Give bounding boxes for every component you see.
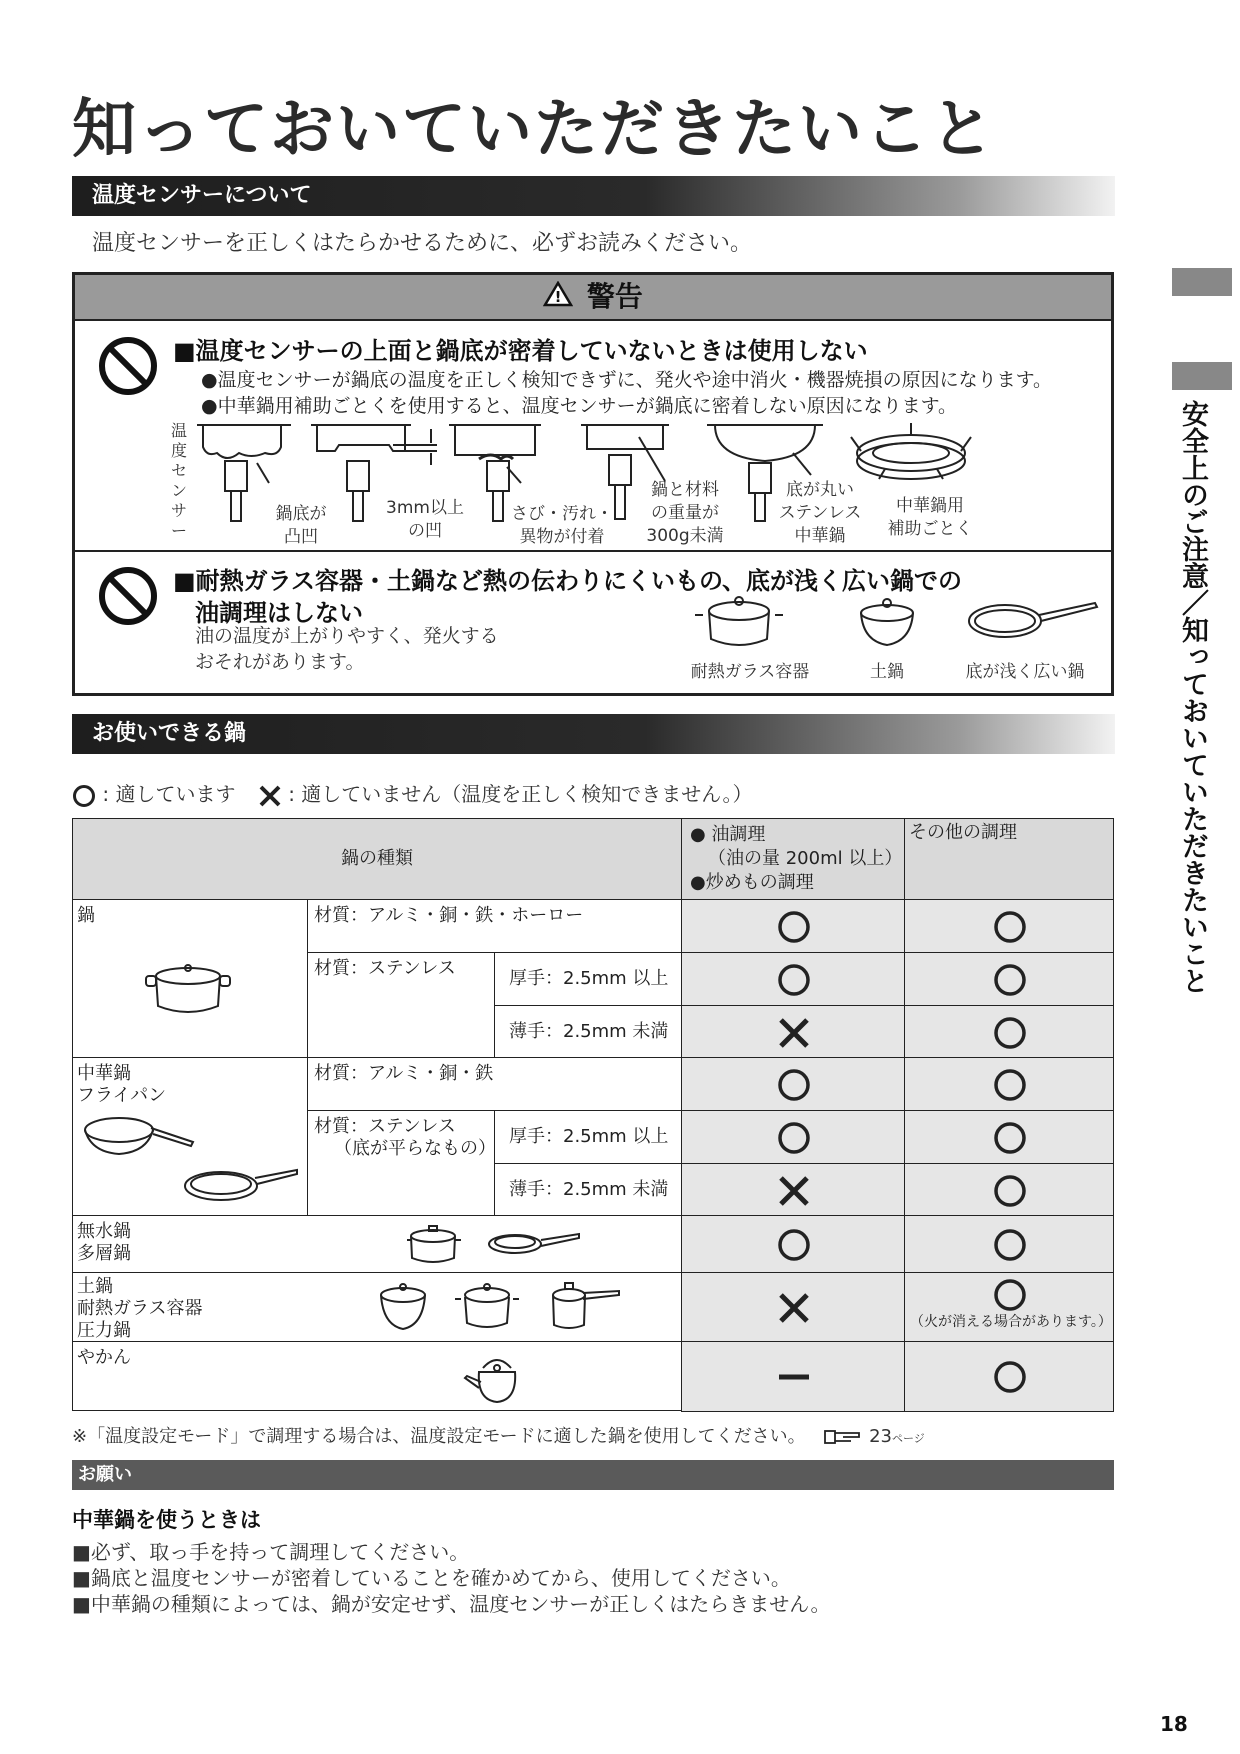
row-nabe: 鍋: [77, 905, 95, 926]
warning-header: [75, 275, 1111, 321]
section-heading-usable-pots: お使いできる鍋: [72, 714, 1115, 754]
other-symbol-cell: [904, 1163, 1114, 1217]
side-label: 安全上のご注意／知っておいていただきたいこと: [1177, 400, 1208, 994]
legend: [72, 778, 752, 808]
ref-page: 23: [869, 1426, 893, 1447]
prohibition-icon: [97, 335, 159, 401]
pot-compatibility-table: [72, 818, 1114, 1412]
oil-symbol-cell: [681, 1163, 905, 1217]
rule1-title: ■温度センサーの上面と鍋底が密着していないときは使用しない: [173, 337, 868, 365]
thickness: 厚手：2.5mm 以上: [509, 968, 669, 989]
legend-ng: : 適していません（温度を正しく検知できません。）: [288, 782, 753, 806]
caption-glass: 耐熱ガラス容器: [690, 662, 810, 682]
request-item: ■必ず、取っ手を持って調理してください。: [72, 1540, 470, 1564]
material-cell: [307, 952, 495, 1058]
rule1-bullet: ●中華鍋用補助ごとくを使用すると、温度センサーが鍋底に密着しない原因になります。: [201, 395, 958, 417]
material-cell: [307, 1110, 495, 1216]
pot-icons: [369, 1281, 629, 1337]
other-symbol-cell: [904, 1215, 1114, 1274]
thickness-cell: [494, 1110, 683, 1164]
oil-symbol-cell: [681, 952, 905, 1007]
rule2-body: 油の温度が上がりやすく、発火する: [195, 625, 499, 647]
other-symbol-cell: [904, 1110, 1114, 1165]
caption-wok-ring: 中華鍋用 補助ごとく: [887, 496, 973, 539]
table-header-cell: [904, 818, 1114, 900]
section-heading-sensor: 温度センサーについて: [72, 176, 1115, 216]
thickness-cell: [494, 952, 683, 1006]
rule1-bullet: ●温度センサーが鍋底の温度を正しく検知できずに、発火や途中消火・機器焼損の原因になります。: [201, 369, 1053, 391]
ok-symbol: [992, 1173, 1028, 1209]
side-tab: [1172, 362, 1232, 390]
request-item: ■鍋底と温度センサーが密着していることを確かめてから、使用してください。: [72, 1566, 791, 1590]
svg-text:!: !: [554, 288, 562, 306]
ok-symbol: [776, 909, 812, 945]
table-header-cell: [72, 818, 682, 900]
other-symbol-cell: [904, 1005, 1114, 1059]
dash-symbol: [776, 1359, 812, 1395]
pot-icon: [143, 964, 233, 1020]
caption-donabe: 土鍋: [870, 662, 904, 682]
header-oil-amount: （油の量 200ml 以上）: [708, 848, 903, 869]
footnote-text: ※「温度設定モード」で調理する場合は、温度設定モードに適した鍋を使用してください。: [72, 1426, 806, 1447]
rule2-title: ■耐熱ガラス容器・土鍋など熱の伝わりにくいもの、底が浅く広い鍋での: [173, 567, 962, 595]
ok-symbol: [776, 962, 812, 998]
material: 材質：アルミ・銅・鉄: [314, 1063, 494, 1084]
oil-symbol-cell: [681, 1110, 905, 1165]
kettle-icon: [461, 1348, 531, 1408]
request-heading: お願い: [72, 1460, 1114, 1490]
ok-symbol: [992, 1067, 1028, 1103]
rule2-body: おそれがあります。: [195, 651, 365, 673]
page-title: 知っておいていただきたいこと: [72, 93, 996, 167]
oil-symbol-cell: [681, 1341, 905, 1412]
oil-symbol-cell: [681, 899, 905, 954]
other-symbol-cell: [904, 899, 1114, 954]
material-cell: [307, 1057, 683, 1111]
material: 材質：アルミ・銅・鉄・ホーロー: [314, 905, 584, 926]
ok-symbol: [992, 1120, 1028, 1156]
legend-ok: : 適しています: [102, 782, 236, 806]
caption-dent: 3mm以上 の凹: [386, 498, 464, 541]
caption-light: 鍋と材料 の重量が 300g未満: [646, 480, 724, 546]
ref-unit: ページ: [892, 1432, 925, 1445]
rule-divider: [75, 550, 1111, 552]
header-oil: ● 油調理: [690, 824, 766, 845]
material-note: （底が平らなもの）: [334, 1138, 496, 1159]
sensor-label: 温度センサー: [170, 421, 187, 540]
row-label-cell: [72, 1272, 683, 1342]
oil-symbol-cell: [681, 1057, 905, 1112]
oil-symbol-cell: [681, 1215, 905, 1274]
ok-symbol: [992, 962, 1028, 998]
row-pressure: 圧力鍋: [77, 1320, 131, 1341]
row-frypan: フライパン: [77, 1085, 167, 1106]
ok-symbol: [992, 1015, 1028, 1051]
warning-box: [72, 272, 1114, 696]
thickness-cell: [494, 1163, 683, 1216]
thickness-cell: [494, 1005, 683, 1058]
caption-bumpy: 鍋底が 凸凹: [275, 504, 327, 547]
note-fire: （火が消える場合があります。）: [910, 1314, 1112, 1330]
request-item: ■中華鍋の種類によっては、鍋が安定せず、温度センサーが正しくはたらきません。: [72, 1592, 831, 1616]
row-label-cell: [72, 1057, 308, 1216]
side-tab: [1172, 268, 1232, 296]
other-symbol-cell: [904, 1057, 1114, 1112]
circle-icon: [72, 784, 96, 808]
ok-symbol: [992, 1359, 1028, 1395]
material-cell: [307, 899, 683, 953]
oil-symbol-cell: [681, 1272, 905, 1343]
ok-symbol: [992, 1227, 1028, 1263]
caption-dirt: さび・汚れ・ 異物が付着: [511, 504, 613, 547]
ng-symbol: [776, 1015, 812, 1051]
request-subheading: 中華鍋を使うときは: [72, 1508, 261, 1532]
row-donabe: 土鍋: [77, 1276, 113, 1297]
thickness: 薄手：2.5mm 未満: [509, 1021, 669, 1042]
row-musui: 無水鍋: [77, 1221, 131, 1242]
pot-icons: [403, 1224, 583, 1268]
ok-symbol: [776, 1227, 812, 1263]
ok-symbol: [776, 1120, 812, 1156]
prohibition-icon: [97, 565, 159, 631]
header-other: その他の調理: [909, 822, 1017, 843]
caption-round-wok: 底が丸い ステンレス 中華鍋: [778, 480, 862, 546]
footnote: [72, 1422, 925, 1448]
row-label-cell: [72, 1215, 683, 1273]
warning-label: 警告: [586, 280, 643, 313]
pot-icons: [675, 595, 1105, 651]
page-number: 18: [1160, 1712, 1188, 1736]
rule2-title-cont: 油調理はしない: [195, 599, 363, 627]
cross-icon: [258, 784, 282, 808]
other-symbol-cell: [904, 952, 1114, 1007]
warning-triangle-icon: [543, 276, 573, 320]
caption-shallow-pan: 底が浅く広い鍋: [965, 662, 1085, 682]
table-header-cell: [681, 818, 905, 900]
row-tasou: 多層鍋: [77, 1243, 131, 1264]
row-yakan: やかん: [77, 1347, 131, 1368]
thickness: 薄手：2.5mm 未満: [509, 1179, 669, 1200]
pointing-hand-icon: [823, 1427, 863, 1447]
ok-symbol: [992, 909, 1028, 945]
material: 材質：ステンレス: [314, 1116, 456, 1137]
ng-symbol: [776, 1173, 812, 1209]
ng-symbol: [776, 1290, 812, 1326]
row-chuka: 中華鍋: [77, 1063, 131, 1084]
ok-symbol: [776, 1067, 812, 1103]
row-label-cell: [72, 1341, 683, 1411]
material: 材質：ステンレス: [314, 958, 456, 979]
section-intro: 温度センサーを正しくはたらかせるために、必ずお読みください。: [92, 231, 753, 256]
other-symbol-cell: [904, 1341, 1114, 1412]
wok-frypan-icon: [81, 1114, 301, 1212]
ok-symbol: [992, 1277, 1028, 1313]
row-glass: 耐熱ガラス容器: [77, 1298, 203, 1319]
row-label-cell: [72, 899, 308, 1058]
header-stirfry: ●炒めもの調理: [690, 872, 814, 893]
oil-symbol-cell: [681, 1005, 905, 1059]
header-type: 鍋の種類: [341, 848, 413, 869]
thickness: 厚手：2.5mm 以上: [509, 1126, 669, 1147]
